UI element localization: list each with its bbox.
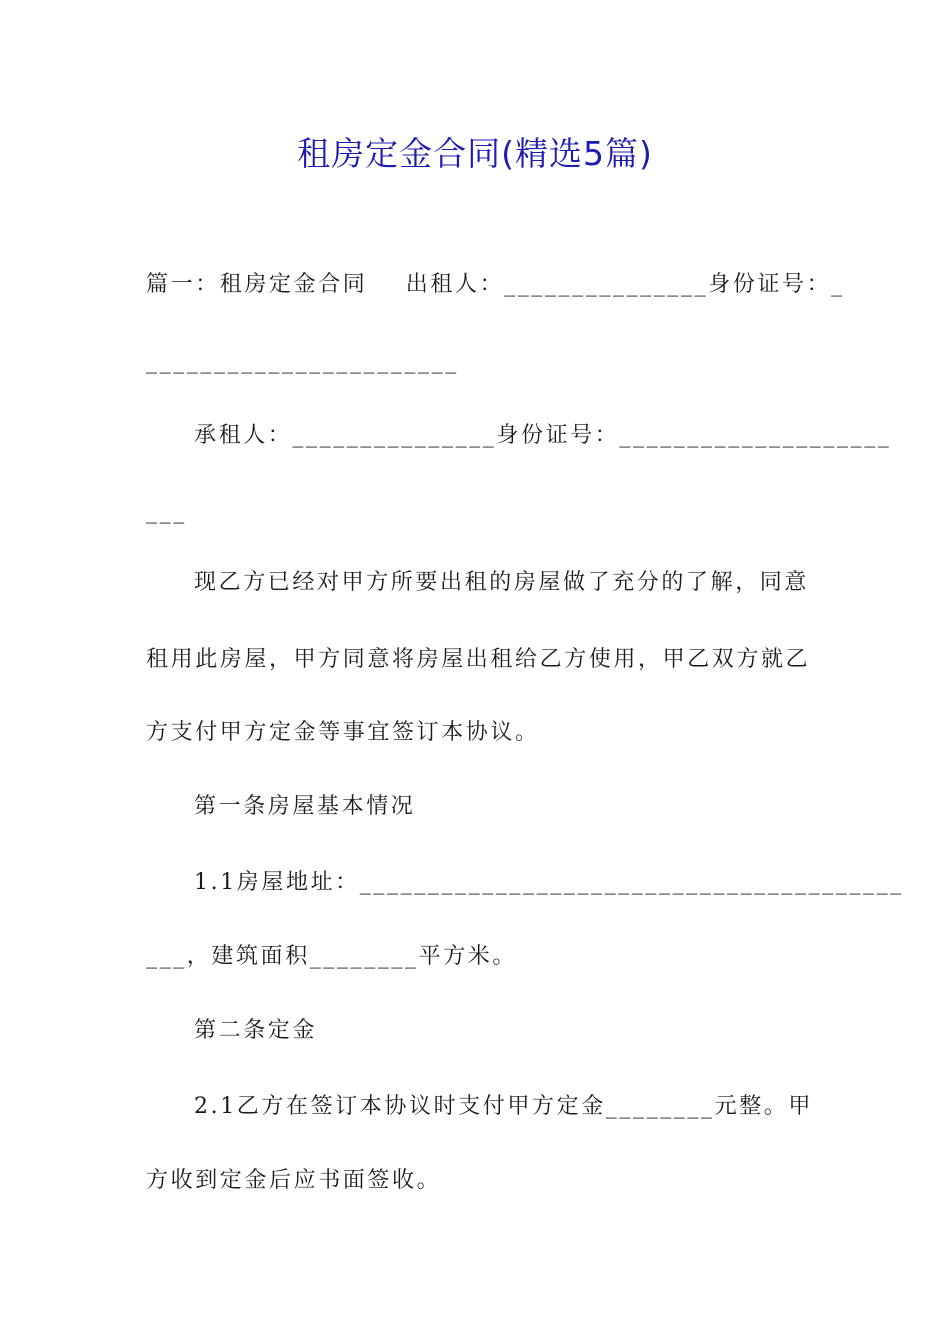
clause-line: 1.1房屋地址：________________________________________ <box>194 870 904 895</box>
article-heading: 第一条房屋基本情况 <box>194 794 416 819</box>
clause-line: 方收到定金后应书面签收。 <box>146 1168 442 1193</box>
blank-line: _______________________ <box>146 349 459 374</box>
article-heading: 第二条定金 <box>194 1018 318 1043</box>
clause-line: ___，建筑面积________平方米。 <box>146 944 518 969</box>
blank-line: ___ <box>146 499 187 524</box>
clause-line: 2.1乙方在签订本协议时支付甲方定金________元整。甲 <box>194 1094 813 1119</box>
paragraph-line: 租用此房屋，甲方同意将房屋出租给乙方使用，甲乙双方就乙 <box>146 647 811 672</box>
tenant-line: 承租人：_______________身份证号：____________________ <box>194 423 892 448</box>
section-heading-line: 篇一：租房定金合同 出租人：_______________身份证号：_ <box>146 272 845 297</box>
paragraph-line: 现乙方已经对甲方所要出租的房屋做了充分的了解，同意 <box>194 570 810 595</box>
document-title: 租房定金合同(精选5篇) <box>297 134 653 173</box>
paragraph-line: 方支付甲方定金等事宜签订本协议。 <box>146 720 540 745</box>
